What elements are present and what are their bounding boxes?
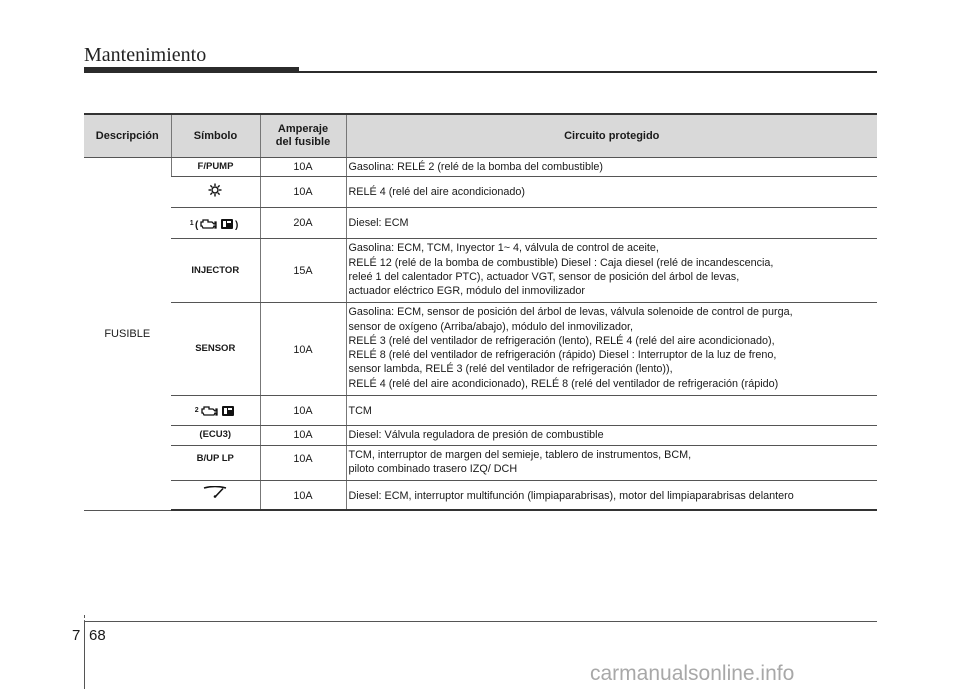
wiper-icon <box>203 486 227 498</box>
circuit-cell: TCM <box>346 396 877 426</box>
amperage-cell: 10A <box>260 396 346 426</box>
table-row <box>84 158 877 177</box>
amperage-cell: 10A <box>260 158 346 177</box>
col-header-circuit: Circuito protegido <box>346 114 877 158</box>
symbol-cell <box>171 177 260 208</box>
table-row <box>84 177 877 208</box>
engine-check-icon <box>190 217 241 231</box>
col-header-symbol: Símbolo <box>171 114 260 158</box>
symbol-cell <box>171 208 260 239</box>
symbol-cell <box>171 396 260 426</box>
amperage-cell: 10A <box>260 426 346 445</box>
circuit-cell: Diesel: Válvula reguladora de presión de combustible <box>346 426 877 445</box>
footnote-marker: 2 <box>194 407 199 415</box>
circuit-cell: Gasolina: RELÉ 2 (relé de la bomba del combustible) <box>346 158 877 177</box>
footer-rule <box>84 621 877 622</box>
circuit-cell: RELÉ 4 (relé del aire acondicionado) <box>346 177 877 208</box>
table-row <box>84 480 877 510</box>
fuse-table <box>84 113 877 511</box>
symbol-cell: SENSOR <box>171 303 260 396</box>
air-conditioner-icon <box>208 183 222 197</box>
page-number: 68 <box>89 627 106 644</box>
circuit-cell: Diesel: ECM <box>346 208 877 239</box>
amperage-cell: 15A <box>260 239 346 303</box>
engine-transmission-icon <box>195 404 236 418</box>
table-row <box>84 445 877 480</box>
page-header-title: Mantenimiento <box>84 44 207 66</box>
footnote-marker: 1 <box>189 219 194 227</box>
table-row <box>84 208 877 239</box>
header-rule-thin <box>299 71 877 73</box>
header-rule-thick <box>84 67 299 73</box>
amperage-cell: 10A <box>260 177 346 208</box>
watermark: carmanualsonline.info <box>590 662 795 685</box>
circuit-cell: TCM, interruptor de margen del semieje, tablero de instrumentos, BCM, piloto combinado trasero IZQ/ DCH <box>346 445 877 480</box>
table-row <box>84 239 877 303</box>
footer-divider <box>84 621 85 689</box>
circuit-cell: Gasolina: ECM, sensor de posición del árbol de levas, válvula solenoide de control de purga, sensor de oxígeno (Arriba/abajo), módulo del inmovilizador, RELÉ 3 (relé del ventilador de refrigeración (lento), RELÉ 4 (relé del aire acondicionado), RELÉ 8 (relé del ventilador de refrigeración (rápido) Diesel : Interruptor de la luz de freno, sensor lambda, RELÉ 3 (relé del ventilador de refrigeración (lento)), RELÉ 4 (relé del aire acondicionado), RELÉ 8 (relé del ventilador de refrigeración (rápido) <box>346 303 877 396</box>
table-header-row <box>84 114 877 158</box>
symbol-cell: B/UP LP <box>171 445 260 480</box>
svg-text:): ) <box>234 219 239 231</box>
table-row <box>84 303 877 396</box>
amperage-cell: 20A <box>260 208 346 239</box>
table-row <box>84 396 877 426</box>
table-row <box>84 426 877 445</box>
col-header-amperage: Amperaje del fusible <box>260 114 346 158</box>
circuit-cell: Diesel: ECM, interruptor multifunción (limpiaparabrisas), motor del limpiaparabrisas delantero <box>346 480 877 510</box>
amperage-cell: 10A <box>260 445 346 480</box>
symbol-cell: (ECU3) <box>171 426 260 445</box>
description-cell: FUSIBLE <box>84 158 171 511</box>
col-header-description: Descripción <box>84 114 171 158</box>
svg-text:(: ( <box>194 219 199 231</box>
amperage-cell: 10A <box>260 480 346 510</box>
symbol-cell: INJECTOR <box>171 239 260 303</box>
amperage-cell: 10A <box>260 303 346 396</box>
section-number: 7 <box>72 627 81 644</box>
circuit-cell: Gasolina: ECM, TCM, Inyector 1~ 4, válvula de control de aceite, RELÉ 12 (relé de la bomba de combustible) Diesel : Caja diesel (relé de incandescencia, releé 1 del calentador PTC), actuador VGT, sensor de posición del árbol de levas, actuador eléctrico EGR, módulo del inmovilizador <box>346 239 877 303</box>
symbol-cell: F/PUMP <box>171 158 260 177</box>
symbol-cell <box>171 480 260 510</box>
